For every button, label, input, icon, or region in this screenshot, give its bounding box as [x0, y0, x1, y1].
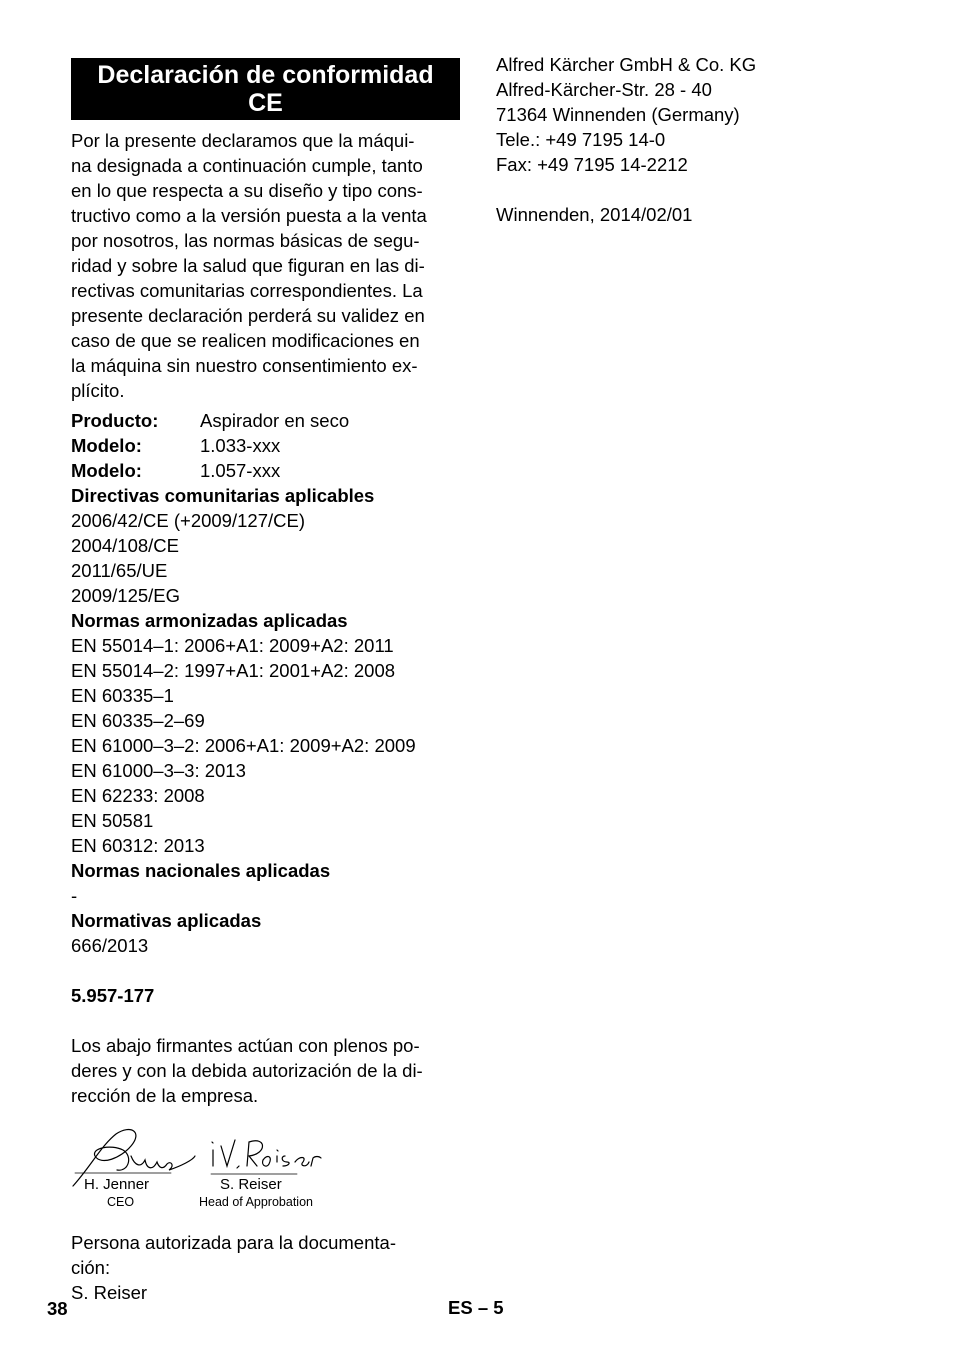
intro-line: la máquina sin nuestro consentimiento ex- [71, 355, 418, 376]
standard-item: EN 60312: 2013 [71, 835, 205, 856]
document-number: 5.957-177 [71, 985, 155, 1006]
address-line: Alfred Kärcher GmbH & Co. KG [496, 54, 757, 75]
directive-item: 2011/65/UE [71, 560, 168, 581]
standard-item: EN 61000–3–3: 2013 [71, 760, 246, 781]
authorized-line: Persona autorizada para la documenta- [71, 1232, 396, 1253]
signer-name: S. Reiser [220, 1176, 282, 1193]
national-value: - [71, 885, 78, 906]
intro-line: en lo que respecta a su diseño y tipo cons- [71, 180, 423, 201]
standard-item: EN 55014–1: 2006+A1: 2009+A2: 2011 [71, 635, 394, 656]
section-language: ES [448, 1297, 473, 1318]
model-value: 1.057-xxx [200, 460, 281, 481]
harmonized-heading: Normas armonizadas aplicadas [71, 610, 348, 631]
address-line: Tele.: +49 7195 14-0 [496, 129, 666, 150]
section-marker [448, 1297, 504, 1319]
intro-line: plícito. [71, 380, 125, 401]
intro-line: presente declaración perderá su validez en [71, 305, 425, 326]
statement-line: rección de la empresa. [71, 1085, 259, 1106]
standard-item: EN 61000–3–2: 2006+A1: 2009+A2: 2009 [71, 735, 416, 756]
directives-heading: Directivas comunitarias aplicables [71, 485, 375, 506]
standard-item: EN 55014–2: 1997+A1: 2001+A2: 2008 [71, 660, 396, 681]
company-address [496, 52, 916, 177]
authorized-person [71, 1230, 460, 1305]
authorized-name: S. Reiser [71, 1282, 148, 1303]
model-row-2 [71, 458, 460, 483]
signer-role: Head of Approbation [199, 1195, 313, 1209]
title-line-1: Declaración de conformidad [97, 61, 434, 89]
intro-line: Por la presente declaramos que la máqui- [71, 130, 415, 151]
product-label: Producto: [71, 410, 159, 431]
place-date: Winnenden, 2014/02/01 [496, 204, 693, 225]
statement-line: deres y con la debida autorización de la di- [71, 1060, 423, 1081]
directive-item: 2004/108/CE [71, 535, 180, 556]
model-label: Modelo: [71, 435, 142, 456]
intro-line: rectivas comunitarias correspondientes. La [71, 280, 423, 301]
standard-item: EN 62233: 2008 [71, 785, 205, 806]
signer-name: H. Jenner [84, 1176, 150, 1193]
model-label: Modelo: [71, 460, 142, 481]
authorized-line: ción: [71, 1257, 111, 1278]
intro-line: ridad y sobre la salud que figuran en las di- [71, 255, 425, 276]
address-line: 71364 Winnenden (Germany) [496, 104, 740, 125]
statement-line: Los abajo firmantes actúan con plenos po- [71, 1035, 420, 1056]
standard-item: EN 50581 [71, 810, 154, 831]
model-row-1 [71, 433, 460, 458]
left-column [71, 58, 460, 1305]
signers-statement [71, 1033, 460, 1108]
intro-paragraph [71, 128, 460, 403]
signature-block [71, 1126, 460, 1226]
regulations-heading: Normativas aplicadas [71, 910, 262, 931]
title-line-2: CE [248, 89, 283, 117]
section-page: 5 [493, 1297, 504, 1318]
directive-item: 2006/42/CE (+2009/127/CE) [71, 510, 305, 531]
intro-line: caso de que se realicen modificaciones en [71, 330, 420, 351]
page-title [71, 58, 460, 120]
standard-item: EN 60335–1 [71, 685, 174, 706]
intro-line: na designada a continuación cumple, tanto [71, 155, 423, 176]
section-dash: – [477, 1297, 489, 1318]
right-column [496, 52, 916, 227]
signer-role: CEO [107, 1195, 135, 1209]
regulations-value: 666/2013 [71, 935, 149, 956]
standard-item: EN 60335–2–69 [71, 710, 205, 731]
intro-line: tructivo como a la versión puesta a la venta [71, 205, 427, 226]
national-heading: Normas nacionales aplicadas [71, 860, 331, 881]
page-number: 38 [47, 1298, 68, 1319]
address-line: Alfred-Kärcher-Str. 28 - 40 [496, 79, 712, 100]
directive-item: 2009/125/EG [71, 585, 181, 606]
product-value: Aspirador en seco [200, 410, 350, 431]
model-value: 1.033-xxx [200, 435, 281, 456]
signature-reiser-stroke [212, 1140, 321, 1168]
intro-line: por nosotros, las normas básicas de segu- [71, 230, 420, 251]
product-row [71, 408, 460, 433]
address-line: Fax: +49 7195 14-2212 [496, 154, 688, 175]
